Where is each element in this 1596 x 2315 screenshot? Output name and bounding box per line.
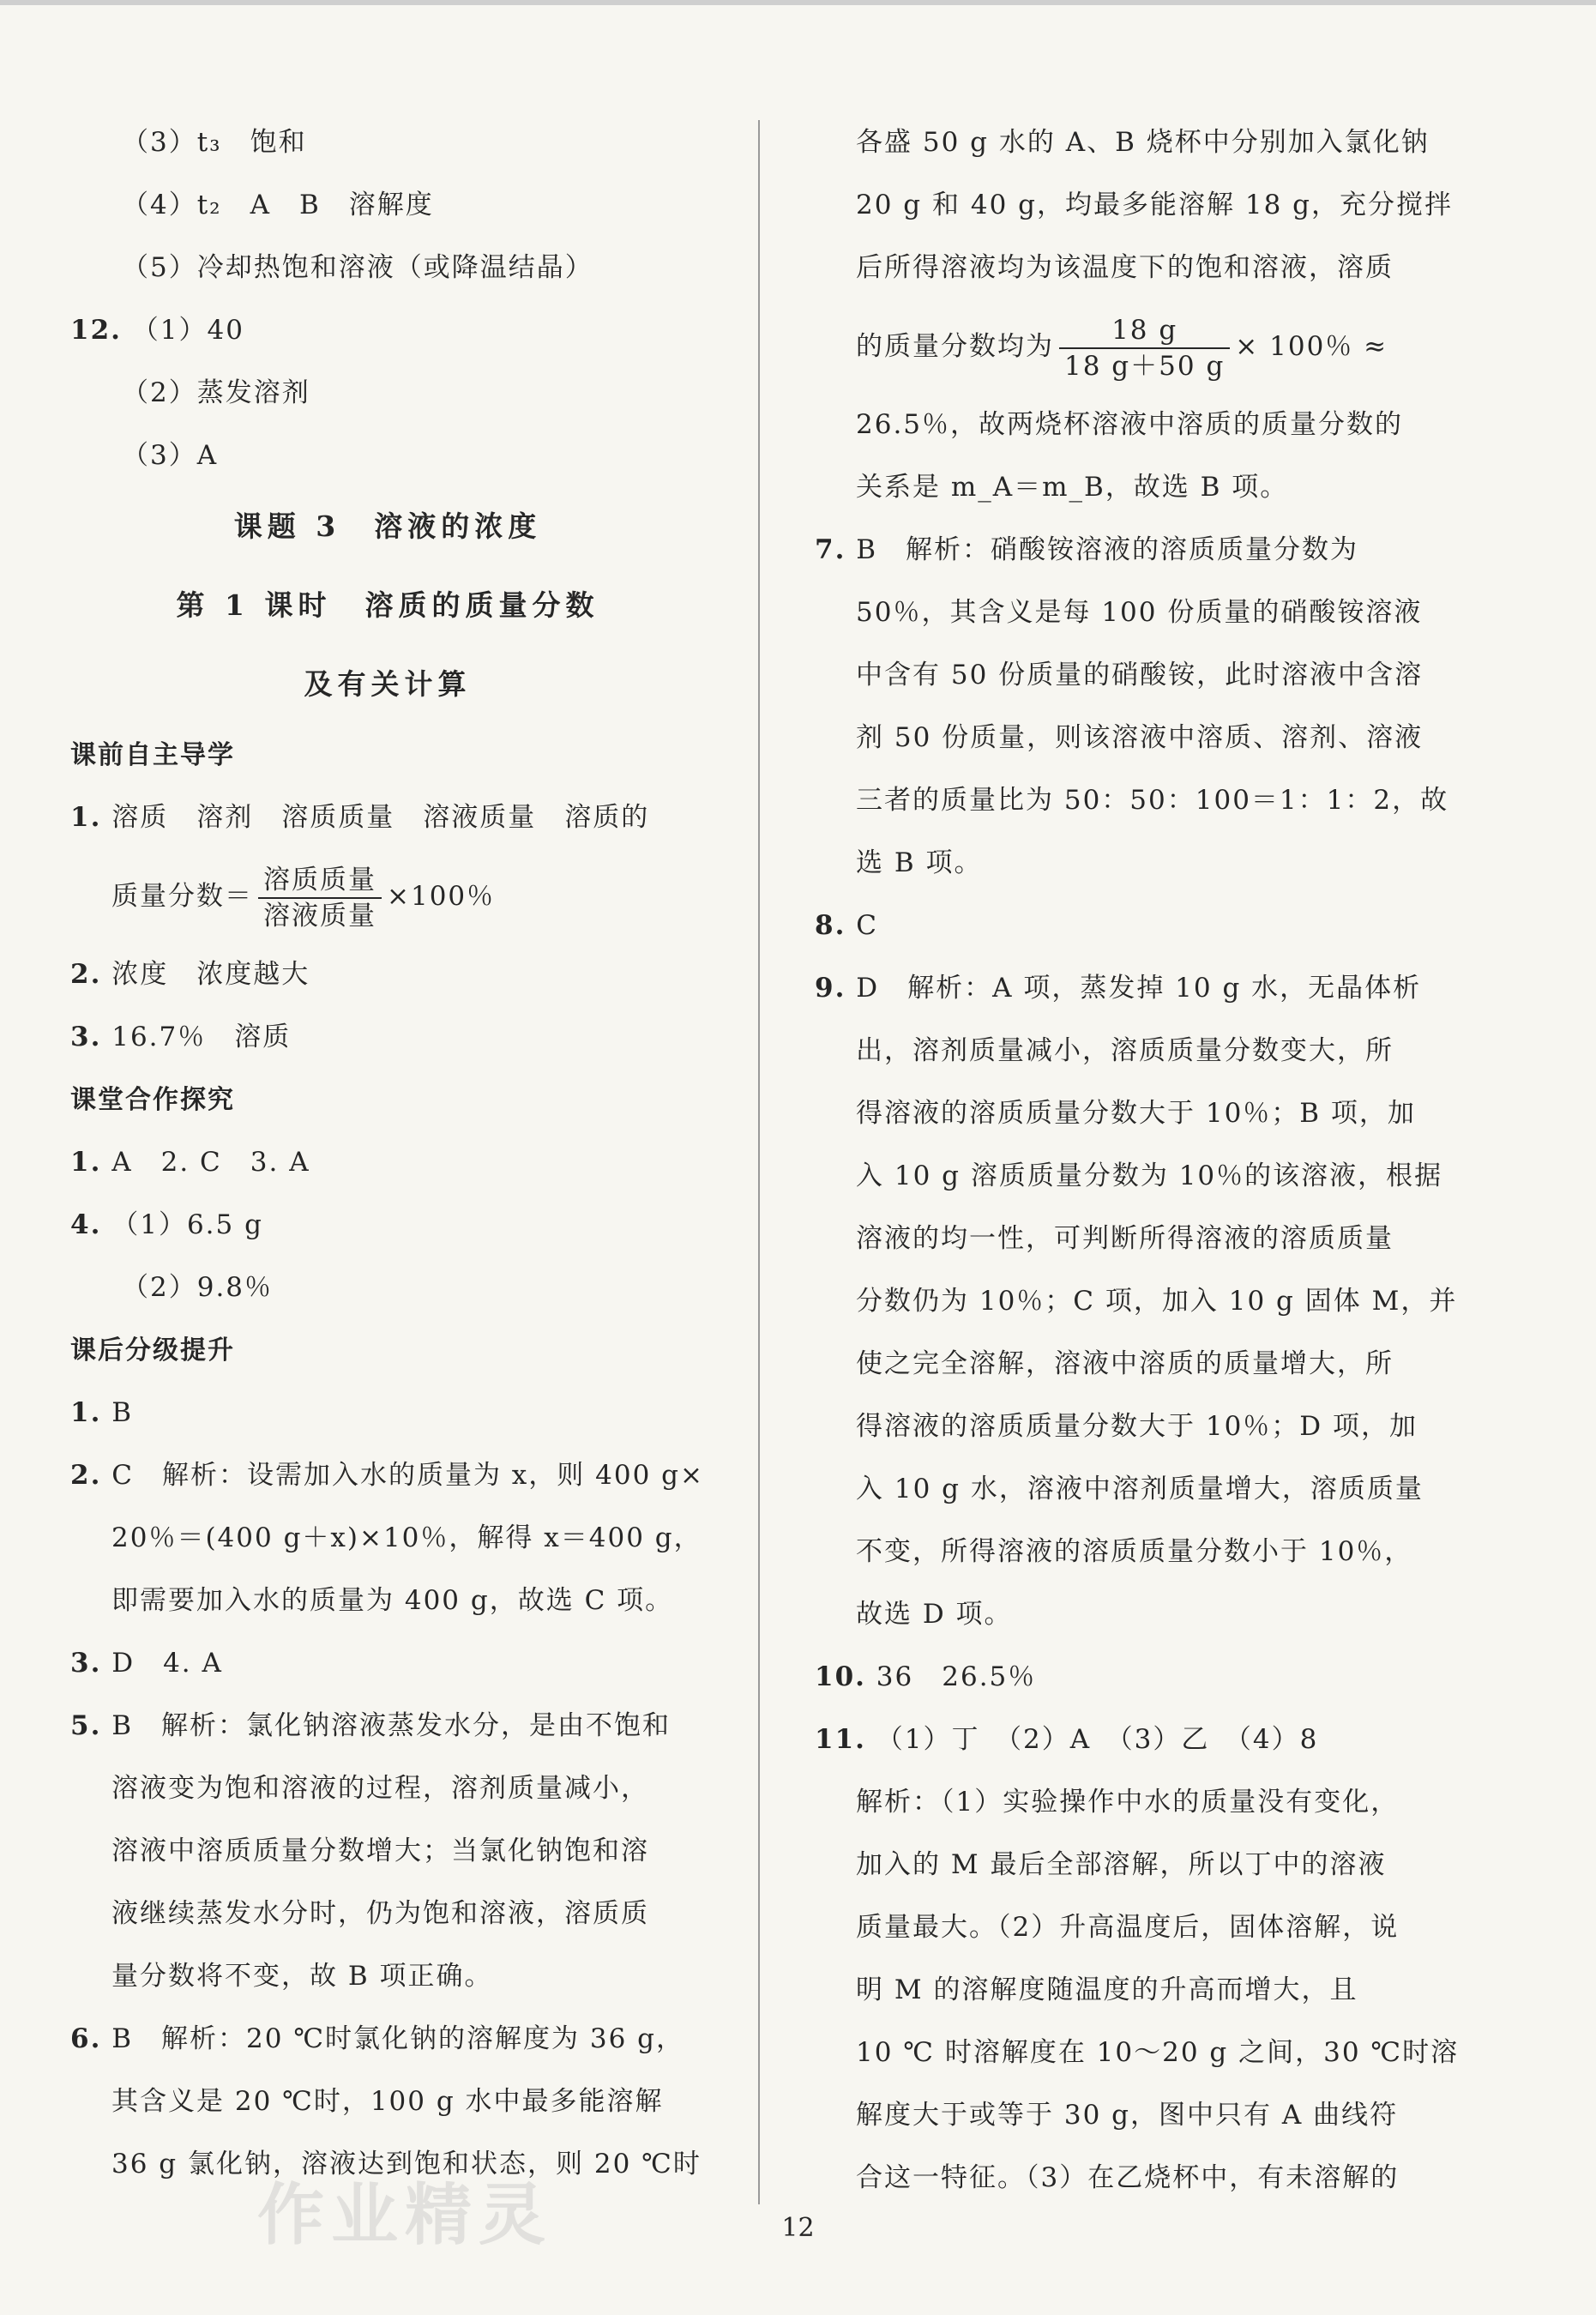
line-text: 质量最大。（2）升高温度后，固体溶解，说 [856, 1912, 1400, 1943]
left-line [70, 487, 705, 566]
right-line [815, 1583, 1449, 1646]
line-text: B 解析：氯化钠溶液蒸发水分，是由不饱和 [111, 1710, 672, 1741]
left-line [70, 1945, 705, 2008]
line-text: 各盛 50 g 水的 A、B 烧杯中分别加入氯化钠 [856, 127, 1430, 158]
fraction [258, 863, 382, 933]
line-text: （3）A [122, 440, 219, 471]
line-text: 入 10 g 水，溶液中溶剂质量增大，溶质质量 [856, 1474, 1424, 1504]
left-line [70, 299, 705, 362]
left-line [70, 1257, 705, 1319]
right-line [815, 1396, 1449, 1458]
item-number: 1. [70, 1397, 102, 1428]
line-text: 课后分级提升 [70, 1335, 235, 1365]
line-text: 使之完全溶解，溶液中溶质的质量增大，所 [856, 1348, 1394, 1379]
fraction-denominator: 溶液质量 [263, 900, 376, 931]
line-text: B 解析：20 ℃时氯化钠的溶解度为 36 g， [111, 2023, 684, 2054]
left-line [70, 425, 705, 487]
right-line [815, 644, 1449, 707]
left-line [70, 1883, 705, 1945]
right-line [815, 112, 1449, 174]
left-line [70, 1820, 705, 1883]
item-number: 12. [70, 315, 122, 346]
line-text: （1）6.5 g [111, 1209, 263, 1240]
left-line [70, 1632, 705, 1695]
line-text: （1）丁 （2）A （3）乙 （4）8 [876, 1724, 1319, 1755]
line-text: 20 g 和 40 g，均最多能溶解 18 g，充分搅拌 [856, 190, 1453, 220]
line-text: 的质量分数均为 [856, 331, 1054, 362]
line-text: （2）蒸发溶剂 [122, 377, 310, 408]
right-line [815, 2022, 1460, 2084]
left-line [70, 362, 705, 425]
left-line [70, 112, 705, 174]
line-text: 溶液变为饱和溶液的过程，溶剂质量减小， [111, 1773, 649, 1804]
line-text: 20％＝(400 g＋x)×10％，解得 x＝400 g， [111, 1522, 702, 1553]
watermark: 作业精灵 [257, 2177, 553, 2254]
line-text: D 解析：A 项，蒸发掉 10 g 水，无晶体析 [856, 973, 1422, 1004]
right-line [815, 1333, 1449, 1396]
left-line [70, 1695, 705, 1757]
left-line [70, 1757, 705, 1820]
left-line [70, 724, 705, 787]
line-text: 课前自主导学 [70, 740, 235, 770]
line-text: C [856, 910, 878, 941]
line-text: 解度大于或等于 30 g，图中只有 A 曲线符 [856, 2100, 1399, 2131]
line-text: （1）40 [131, 315, 244, 346]
line-text: 36 g 氯化钠，溶液达到饱和状态，则 20 ℃时 [111, 2149, 702, 2179]
right-line [815, 1208, 1449, 1270]
line-text: 溶液中溶质质量分数增大；当氯化钠饱和溶 [111, 1836, 649, 1866]
line-text: 加入的 M 最后全部溶解，所以丁中的溶液 [856, 1849, 1387, 1880]
line-text: 关系是 m_A＝m_B，故选 B 项。 [856, 472, 1289, 503]
line-text: 液继续蒸发水分时，仍为饱和溶液，溶质质 [111, 1898, 649, 1929]
line-text: 量分数将不变，故 B 项正确。 [111, 1961, 493, 1992]
right-line [815, 394, 1449, 456]
line-text: 不变，所得溶液的溶质质量分数小于 10％， [856, 1536, 1413, 1567]
item-number: 2. [70, 1460, 102, 1491]
right-line [815, 1458, 1449, 1521]
left-line [70, 1570, 705, 1632]
line-text: 36 26.5％ [876, 1661, 1037, 1692]
line-text: 三者的质量比为 50：50：100＝1：1：2，故 [856, 785, 1449, 816]
line-text: 入 10 g 溶质质量分数为 10％的该溶液，根据 [856, 1161, 1443, 1191]
item-number: 2. [70, 959, 102, 990]
line-text: 出，溶剂质量减小，溶质质量分数变大，所 [856, 1035, 1394, 1066]
line-text: 选 B 项。 [856, 847, 983, 878]
item-number: 4. [70, 1209, 102, 1240]
line-text: C 解析：设需加入水的质量为 x，则 400 g× [111, 1460, 704, 1491]
line-text: 浓度 浓度越大 [111, 959, 310, 990]
left-line [70, 174, 705, 237]
line-text: 后所得溶液均为该温度下的饱和溶液，溶质 [856, 252, 1394, 283]
line-text: 合这一特征。（3）在乙烧杯中，有未溶解的 [856, 2162, 1400, 2193]
right-line [815, 895, 1449, 957]
line-text: 剂 50 份质量，则该溶液中溶质、溶剂、溶液 [856, 722, 1424, 753]
right-line [815, 174, 1453, 237]
left-line [70, 237, 705, 299]
line-text: （4）t₂ A B 溶解度 [122, 190, 434, 220]
line-text: 课题 3 溶液的浓度 [233, 509, 542, 543]
line-text: （2）9.8％ [122, 1272, 274, 1303]
left-line [70, 1319, 705, 1382]
item-number: 3. [70, 1648, 102, 1679]
left-line [70, 1069, 705, 1131]
fraction-numerator: 18 g [1059, 313, 1230, 349]
line-text: 得溶液的溶质质量分数大于 10％；B 项，加 [856, 1098, 1416, 1129]
fraction-denominator: 18 g＋50 g [1064, 350, 1226, 382]
item-number: 1. [70, 1147, 102, 1178]
page-number: 12 [781, 2213, 815, 2243]
line-text: 即需要加入水的质量为 400 g，故选 C 项。 [111, 1585, 674, 1616]
right-line [815, 832, 1449, 895]
column-divider [758, 120, 760, 2204]
line-text: 解析：（1）实验操作中水的质量没有变化， [856, 1787, 1400, 1818]
right-line [815, 1270, 1458, 1333]
fraction-suffix: ×100％ [387, 881, 496, 912]
left-line [70, 645, 705, 724]
left-line [70, 1382, 705, 1444]
right-column [815, 112, 1460, 2209]
left-line [70, 943, 705, 1006]
left-line [70, 1131, 705, 1194]
line-text: 课堂合作探究 [70, 1085, 235, 1115]
line-text: 16.7％ 溶质 [111, 1022, 292, 1052]
left-line [70, 1507, 705, 1570]
right-line [815, 2084, 1449, 2147]
item-number: 8. [815, 910, 846, 941]
right-line [815, 957, 1449, 1020]
top-edge-line [0, 0, 1596, 5]
fraction-numerator: 溶质质量 [258, 863, 382, 899]
left-line [70, 2008, 705, 2071]
item-number: 7. [815, 534, 846, 565]
left-line [70, 1444, 705, 1507]
right-line [815, 1082, 1449, 1145]
right-line [815, 1896, 1449, 1959]
line-text: 50％，其含义是每 100 份质量的硝酸铵溶液 [856, 597, 1423, 628]
right-line [815, 1145, 1449, 1208]
right-line [815, 582, 1449, 644]
right-line [815, 1771, 1449, 1834]
fraction [1059, 313, 1230, 383]
item-number: 11. [815, 1724, 866, 1755]
left-line [70, 1194, 705, 1257]
right-line [815, 237, 1449, 299]
right-line [815, 707, 1449, 769]
line-text: D 4. A [111, 1648, 223, 1679]
line-text: 故选 D 项。 [856, 1599, 1013, 1630]
line-text: 及有关计算 [304, 667, 472, 701]
item-number: 1. [70, 802, 102, 833]
fraction-suffix: × 100％ ≈ [1235, 331, 1388, 362]
line-text: 分数仍为 10％；C 项，加入 10 g 固体 M，并 [856, 1286, 1458, 1317]
line-text: 其含义是 20 ℃时，100 g 水中最多能溶解 [111, 2086, 664, 2117]
line-text: 中含有 50 份质量的硝酸铵，此时溶液中含溶 [856, 660, 1424, 690]
line-text: 26.5％，故两烧杯溶液中溶质的质量分数的 [856, 409, 1404, 440]
line-text: 明 M 的溶解度随温度的升高而增大，且 [856, 1974, 1358, 2005]
item-number: 10. [815, 1661, 866, 1692]
item-number: 9. [815, 973, 846, 1004]
line-text: 质量分数＝ [111, 881, 253, 912]
item-number: 6. [70, 2023, 102, 2054]
line-text: （3）t₃ 饱和 [122, 127, 307, 158]
right-line [815, 769, 1449, 832]
right-line [815, 1959, 1449, 2022]
right-line [815, 1020, 1449, 1082]
line-text: 溶液的均一性，可判断所得溶液的溶质质量 [856, 1223, 1394, 1254]
right-line [815, 519, 1449, 582]
left-column [70, 112, 705, 2196]
line-text: B 解析：硝酸铵溶液的溶质质量分数为 [856, 534, 1359, 565]
left-line [70, 566, 705, 645]
line-text: （5）冷却热饱和溶液（或降温结晶） [122, 252, 593, 283]
left-line [70, 1006, 705, 1069]
line-text: 10 ℃ 时溶解度在 10～20 g 之间，30 ℃时溶 [856, 2037, 1460, 2068]
right-line [815, 299, 1449, 394]
line-text: 第 1 课时 溶质的质量分数 [176, 588, 599, 622]
right-line [815, 1709, 1449, 1771]
item-number: 5. [70, 1710, 102, 1741]
left-line [70, 849, 705, 943]
left-line [70, 2071, 705, 2133]
item-number: 3. [70, 1022, 102, 1052]
line-text: B [111, 1397, 134, 1428]
right-line [815, 1834, 1449, 1896]
left-line [70, 787, 705, 849]
right-line [815, 1646, 1449, 1709]
line-text: 溶质 溶剂 溶质质量 溶液质量 溶质的 [111, 802, 650, 833]
line-text: 得溶液的溶质质量分数大于 10％；D 项，加 [856, 1411, 1418, 1442]
right-line [815, 2147, 1449, 2209]
right-line [815, 1521, 1449, 1583]
right-line [815, 456, 1449, 519]
line-text: A 2. C 3. A [111, 1147, 310, 1178]
